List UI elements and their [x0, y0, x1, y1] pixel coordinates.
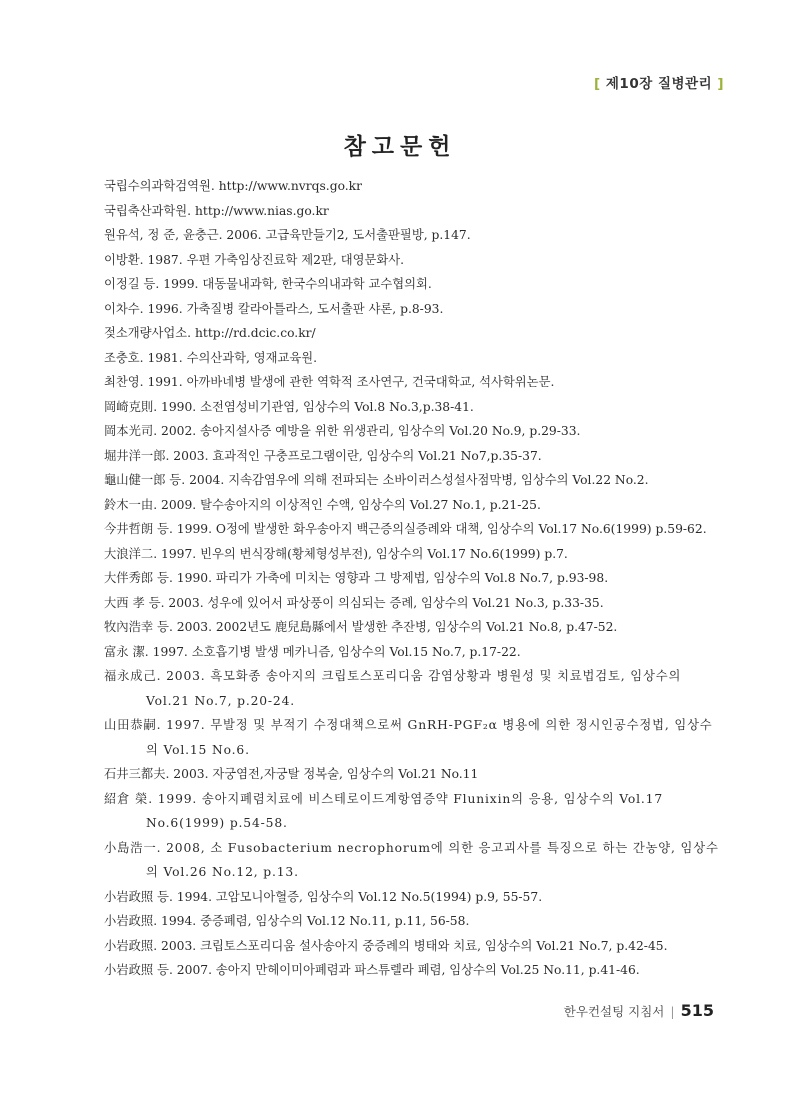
reference-item: 국립축산과학원. http://www.nias.go.kr [104, 203, 329, 218]
reference-item: 조충호. 1981. 수의산과학, 영재교육원. [104, 350, 318, 365]
reference-item: 최찬영. 1991. 아까바네병 발생에 관한 역학적 조사연구, 건국대학교, 석사학위논문. [104, 375, 555, 389]
reference-item: 紹倉 榮. 1999. 송아지폐렴치료에 비스테로이드계항염증약 Flunixin의 응용, 임상수의 Vol.17 No.6(1999) p.54-58. [104, 791, 663, 830]
book-title: 한우컨설팅 지침서 [563, 1004, 665, 1019]
reference-item: 국립수의과학검역원. http://www.nvrqs.go.kr [104, 179, 362, 193]
bracket-close: ] [717, 76, 724, 92]
reference-item: 鈴木一由. 2009. 탈수송아지의 이상적인 수액, 임상수의 Vol.27 No.1, p.21-25. [104, 497, 541, 512]
reference-item: 이방환. 1987. 우편 가축임상진료학 제2판, 대영문화사. [104, 252, 404, 267]
reference-item: 山田恭嗣. 1997. 무발정 및 부적기 수정대책으로써 GnRH-PGF₂α 병용에 의한 정시인공수정법, 임상수의 Vol.15 No.6. [104, 718, 713, 757]
reference-item: 富永 潔. 1997. 소호흡기병 발생 메카니즘, 임상수의 Vol.15 No.7, p.17-22. [104, 644, 521, 659]
reference-item: 龜山健一郎 등. 2004. 지속감염우에 의해 전파되는 소바이러스성설사점막병, 임상수의 Vol.22 No.2. [104, 473, 649, 487]
reference-item: 이정길 등. 1999. 대동물내과학, 한국수의내과학 교수협의회. [104, 277, 432, 291]
reference-item: 이차수. 1996. 가축질병 칼라아틀라스, 도서출판 샤론, p.8-93. [104, 301, 444, 316]
reference-item: 大伴秀郎 등. 1990. 파리가 가축에 미치는 영향과 그 방제법, 임상수의 Vol.8 No.7, p.93-98. [104, 571, 609, 585]
reference-item: 大西 孝 등. 2003. 성우에 있어서 파상풍이 의심되는 증례, 임상수의 Vol.21 No.3, p.33-35. [104, 595, 604, 610]
reference-item: 大浪洋二. 1997. 빈우의 번식장해(황체형성부전), 임상수의 Vol.17 No.6(1999) p.7. [104, 546, 568, 561]
reference-item: 岡本光司. 2002. 송아지설사증 예방을 위한 위생관리, 임상수의 Vol.20 No.9, p.29-33. [104, 424, 581, 438]
reference-item: 今井哲朗 등. 1999. O정에 발생한 화우송아지 백근증의실증례와 대책, 임상수의 Vol.17 No.6(1999) p.59-62. [104, 522, 707, 536]
reference-item: 石井三都夫. 2003. 자궁염전,자궁탈 정복술, 임상수의 Vol.21 No.11 [104, 767, 479, 781]
reference-item: 牧內浩幸 등. 2003. 2002년도 鹿兒島縣에서 발생한 추잔병, 임상수의 Vol.21 No.8, p.47-52. [104, 620, 618, 634]
reference-item: 小岩政照. 1994. 중증폐렴, 임상수의 Vol.12 No.11, p.11, 56-58. [104, 914, 470, 928]
reference-item: 小島浩一. 2008, 소 Fusobacterium necrophorum에 의한 응고괴사를 특징으로 하는 간농양, 임상수의 Vol.26 No.12, p.13. [104, 840, 719, 879]
footer-separator: | [670, 1004, 675, 1019]
reference-item: 福永成己. 2003. 흑모화종 송아지의 크립토스포리디움 감염상황과 병원성 및 치료법검토, 임상수의 Vol.21 No.7, p.20-24. [104, 669, 682, 708]
bracket-open: [ [594, 76, 601, 92]
reference-item: 堀井洋一郎. 2003. 효과적인 구충프로그램이란, 임상수의 Vol.21 No7,p.35-37. [104, 448, 542, 463]
reference-item: 젖소개량사업소. http://rd.dcic.co.kr/ [104, 326, 316, 340]
chapter-title: 제10장 질병관리 [605, 76, 713, 92]
page-title: 참고문헌 [343, 134, 457, 160]
reference-item: 원유석, 정 준, 윤충근. 2006. 고급육만들기2, 도서출판필방, p.147. [104, 228, 471, 242]
chapter-label [594, 72, 724, 92]
page-footer [564, 1001, 714, 1020]
reference-item: 小岩政照 등. 1994. 고암모니아혈증, 임상수의 Vol.12 No.5(1994) p.9, 55-57. [104, 889, 543, 904]
reference-item: 小岩政照 등. 2007. 송아지 만헤이미아폐렴과 파스튜렐라 폐렴, 임상수의 Vol.25 No.11, p.41-46. [104, 963, 640, 977]
reference-item: 小岩政照. 2003. 크립토스포리디움 설사송아지 중증례의 병태와 치료, 임상수의 Vol.21 No.7, p.42-45. [104, 938, 668, 953]
page-number: 515 [680, 1001, 714, 1020]
reference-list [104, 174, 724, 983]
reference-item: 岡崎克則. 1990. 소전염성비기관염, 임상수의 Vol.8 No.3,p.38-41. [104, 399, 474, 414]
